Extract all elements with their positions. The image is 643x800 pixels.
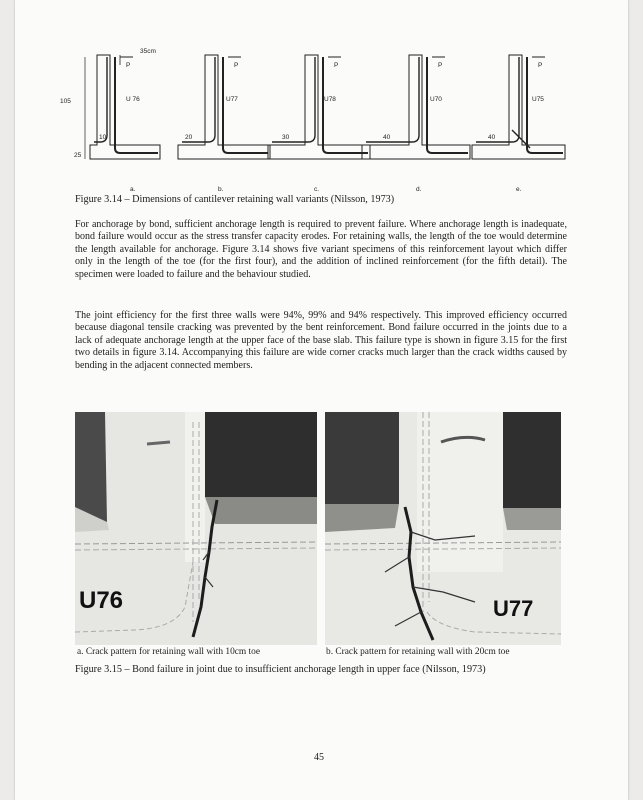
subcaption-b: b. Crack pattern for retaining wall with 20cm toe <box>326 647 510 657</box>
load-label-b: P <box>234 62 239 69</box>
wall-variant-b <box>178 55 270 159</box>
toe-dim-b: 20 <box>185 134 193 141</box>
load-label-e: P <box>538 62 543 69</box>
figure-3-15-caption: Figure 3.15 – Bond failure in joint due to insufficient anchorage length in upper face (Nilsson, 1973) <box>75 664 486 675</box>
variant-id-d: U70 <box>430 96 442 103</box>
variant-letter-d: d. <box>416 186 422 193</box>
variant-letter-b: b. <box>218 186 224 193</box>
figure-3-14-diagram <box>60 45 575 195</box>
variant-letter-e: e. <box>516 186 522 193</box>
variant-letter-c: c. <box>314 186 320 193</box>
paragraph-joint-efficiency: The joint efficiency for the first three walls were 94%, 99% and 94% respectively. This improved efficiency occurred because diagonal tensile cracking was prevented by the bent reinforcement. Bond failure occurred in the joints due to a lack of adequate anchorage length at the upper face of the base slab. This failure type is shown in figure 3.15 for the first two details in figure 3.14. Accompanying this failure are wide corner cracks much larger than the crack widths caused by bending in the adjacent connected members. <box>75 310 567 371</box>
photo-u77 <box>325 412 561 645</box>
variant-id-b: U77 <box>226 96 238 103</box>
toe-dim-a: 10 <box>99 134 107 141</box>
page-number: 45 <box>314 752 324 763</box>
load-label-a: P <box>126 62 131 69</box>
dim-slab-label: 25 <box>74 152 82 159</box>
variant-letter-a: a. <box>130 186 136 193</box>
toe-dim-c: 30 <box>282 134 290 141</box>
photo-label-u77: U77 <box>493 596 534 621</box>
wall-variant-e <box>472 55 565 159</box>
load-label-c: P <box>334 62 339 69</box>
load-label-d: P <box>438 62 443 69</box>
toe-dim-e: 40 <box>488 134 496 141</box>
variant-id-a: U 76 <box>126 96 140 103</box>
wall-variant-a <box>85 55 160 159</box>
photo-u76 <box>75 412 317 645</box>
photo-label-u76: U76 <box>79 587 124 614</box>
figure-3-14-caption: Figure 3.14 – Dimensions of cantilever retaining wall variants (Nilsson, 1973) <box>75 194 395 205</box>
paragraph-anchorage: For anchorage by bond, sufficient anchorage length is required to prevent failure. Where anchorage length is inadequate, bond failure would occur as the stress transfer capacity erodes. For retaining walls, the length of the toe would determine the length available for anchorage. Figure 3.14 shows five variant specimens of this reinforcement layout which differ only in the length of the toe (for the first four), and the addition of inclined reinforcement (for the fifth detail). The specimen were loaded to failure and the behaviour studied. <box>75 219 567 280</box>
variant-id-c: U78 <box>324 96 336 103</box>
wall-variant-d <box>362 55 470 159</box>
variant-id-e: U75 <box>532 96 544 103</box>
wall-variant-c <box>268 55 370 159</box>
subcaption-a: a. Crack pattern for retaining wall with 10cm toe <box>77 647 261 657</box>
dim-top-label: 35cm <box>140 48 156 55</box>
toe-dim-d: 40 <box>383 134 391 141</box>
dim-height-label: 105 <box>60 98 71 105</box>
